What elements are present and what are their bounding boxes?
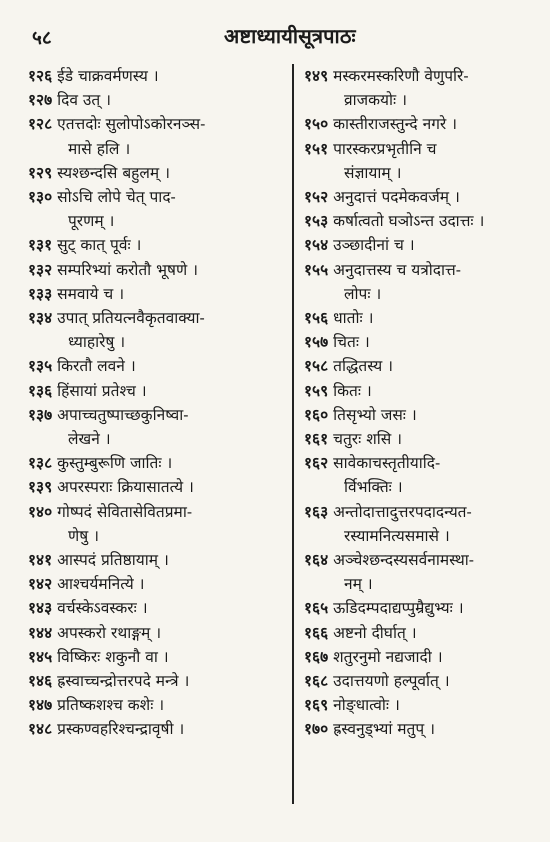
sutra-number: १६७ — [304, 646, 329, 666]
sutra-text: एतत्तदोः सुलोपोऽकोरनञ्स- — [57, 115, 206, 134]
sutra-number: १३९ — [28, 477, 53, 497]
sutra-text: उदात्तयणो हल्पूर्वात् । — [333, 672, 450, 691]
sutra-text: गोष्पदं सेवितासेवितप्रमा- — [57, 502, 193, 521]
sutra-number: १२९ — [28, 162, 53, 182]
sutra-entry — [28, 161, 288, 185]
sutra-number: १३७ — [28, 404, 53, 424]
sutra-text-continuation: नम् । — [344, 575, 373, 594]
sutra-number: १३३ — [28, 283, 53, 303]
sutra-text-continuation: णेषु । — [68, 526, 99, 545]
sutra-entry — [304, 209, 550, 233]
sutra-text: ऊडिदम्पदाद्यप्पुम्रैद्युभ्यः । — [333, 599, 464, 618]
sutra-number: १४७ — [28, 695, 53, 715]
sutra-entry — [304, 330, 550, 354]
sutra-entry — [304, 427, 550, 451]
sutra-text: समवाये च । — [57, 284, 125, 303]
sutra-text-continuation: लेखने । — [68, 430, 111, 449]
sutra-number: १३२ — [28, 259, 53, 279]
sutra-entry — [28, 185, 288, 233]
sutra-entry — [28, 379, 288, 403]
sutra-number: १३४ — [28, 308, 53, 328]
sutra-entry — [28, 88, 288, 112]
sutra-text-continuation: संज्ञायाम् । — [344, 163, 402, 182]
sutra-text: आस्पदं प्रतिष्ठायाम् । — [57, 551, 169, 570]
sutra-entry — [304, 137, 550, 185]
sutra-text: चितः । — [333, 333, 370, 352]
sutra-number: १४१ — [28, 550, 53, 570]
sutra-number: १६८ — [304, 671, 329, 691]
sutra-entry — [304, 645, 550, 669]
sutra-entry — [304, 379, 550, 403]
page-number: ५८ — [32, 27, 52, 49]
sutra-text: सुट् कात् पूर्वः । — [57, 236, 142, 255]
sutra-text: वर्चस्केऽवस्करः । — [57, 599, 148, 618]
sutra-entry — [304, 233, 550, 257]
sutra-number: १४४ — [28, 622, 53, 642]
sutra-number: १५३ — [304, 211, 329, 231]
sutra-text: अपाच्चतुष्पाच्छकुनिष्वा- — [57, 405, 189, 424]
sutra-text: सावेकाचस्तृतीयादि- — [333, 454, 441, 473]
sutra-number: १६५ — [304, 598, 329, 618]
sutra-entry — [28, 596, 288, 620]
sutra-entry — [28, 306, 288, 354]
sutra-text: किरतौ लवने । — [57, 357, 136, 376]
sutra-text: अनुदात्तं पदमेकवर्जम् । — [333, 188, 460, 207]
sutra-text: अपस्करो रथाङ्गम् । — [57, 623, 162, 642]
sutra-text-continuation: रस्यामनित्यसमासे । — [344, 526, 450, 545]
page-header — [28, 18, 540, 52]
sutra-number: १५४ — [304, 235, 329, 255]
sutra-text: अनुदात्तस्य च यत्रोदात्त- — [333, 260, 461, 279]
sutra-entry — [28, 64, 288, 88]
sutra-text-continuation: ध्याहारेषु । — [68, 333, 126, 352]
sutra-entry — [28, 282, 288, 306]
sutra-entry — [28, 717, 288, 741]
sutra-text: सम्परिभ्यां करोतौ भूषणे । — [57, 260, 198, 279]
sutra-number: १६० — [304, 404, 329, 424]
sutra-entry — [304, 717, 550, 741]
sutra-number: १४८ — [28, 719, 53, 739]
sutra-text: विष्किरः शकुनौ वा । — [57, 647, 169, 666]
sutra-text: अष्टनो दीर्घात् । — [333, 623, 417, 642]
sutra-entry — [28, 475, 288, 499]
sutra-text: कर्षात्वतो घञोऽन्त उदात्तः । — [333, 212, 485, 231]
sutra-entry — [304, 451, 550, 499]
sutra-text: अन्तोदात्तादुत्तरपदादन्यत- — [333, 502, 472, 521]
sutra-entry — [28, 669, 288, 693]
sutra-text: ह्रस्वनुड्भ्यां मतुप् । — [333, 720, 435, 739]
sutra-text-continuation: लोपः । — [344, 284, 382, 303]
sutra-text-continuation: व्राजकयोः । — [344, 91, 407, 110]
sutra-text: उपात् प्रतियत्नवैकृतवाक्या- — [57, 309, 205, 328]
sutra-entry — [28, 572, 288, 596]
sutra-entry — [28, 258, 288, 282]
sutra-number: १३० — [28, 187, 53, 207]
sutra-number: १७० — [304, 719, 329, 739]
sutra-number: १६६ — [304, 622, 329, 642]
sutra-number: १४९ — [304, 66, 329, 85]
sutra-text: दिव उत् । — [57, 91, 112, 110]
sutra-text: अपरस्पराः क्रियासातत्ये । — [57, 478, 194, 497]
sutra-entry — [304, 258, 550, 306]
sutra-text: मस्करमस्करिणौ वेणुपरि- — [333, 67, 469, 85]
sutra-number: १६१ — [304, 429, 329, 449]
sutra-entry — [304, 354, 550, 378]
sutra-text: कास्तीराजस्तुन्दे नगरे । — [333, 115, 458, 134]
sutra-text: ईडे चाक्रवर्मणस्य । — [57, 67, 159, 85]
sutra-text: प्रस्कण्वहरिश्चन्द्रावृषी । — [57, 720, 185, 739]
sutra-entry — [304, 64, 550, 112]
sutra-number: १५९ — [304, 380, 329, 400]
sutra-entry — [304, 669, 550, 693]
left-column — [28, 64, 288, 742]
sutra-number: १२७ — [28, 90, 53, 110]
sutra-entry — [28, 645, 288, 669]
sutra-entry — [304, 596, 550, 620]
sutra-text: अञ्चेश्छन्दस्यसर्वनामस्था- — [333, 551, 474, 570]
right-column — [304, 64, 550, 742]
sutra-number: १५२ — [304, 187, 329, 207]
sutra-entry — [304, 621, 550, 645]
sutra-text: प्रतिष्कशश्च कशेः । — [57, 696, 165, 715]
sutra-number: १३१ — [28, 235, 53, 255]
sutra-columns — [28, 64, 540, 824]
sutra-text: पारस्करप्रभृतीनि च — [333, 139, 437, 158]
sutra-number: १५० — [304, 114, 329, 134]
sutra-text: हिंसायां प्रतेश्च । — [57, 381, 147, 400]
sutra-text: तद्धितस्य । — [333, 357, 394, 376]
sutra-entry — [28, 548, 288, 572]
sutra-entry — [28, 693, 288, 717]
sutra-text: कितः । — [333, 381, 372, 400]
sutra-number: १३५ — [28, 356, 53, 376]
sutra-number: १२६ — [28, 66, 53, 85]
sutra-number: १३८ — [28, 453, 53, 473]
sutra-entry — [304, 112, 550, 136]
sutra-entry — [28, 112, 288, 160]
sutra-number: १५७ — [304, 332, 329, 352]
sutra-text: शतुरनुमो नद्यजादी । — [333, 647, 443, 666]
sutra-entry — [28, 451, 288, 475]
sutra-number: १२८ — [28, 114, 53, 134]
sutra-text: ह्रस्वाच्चन्द्रोत्तरपदे मन्त्रे । — [57, 672, 190, 691]
column-divider — [292, 64, 294, 804]
sutra-entry — [304, 548, 550, 596]
sutra-number: १४५ — [28, 646, 53, 666]
sutra-entry — [28, 354, 288, 378]
sutra-text: चतुरः शसि । — [333, 430, 403, 449]
sutra-entry — [304, 185, 550, 209]
sutra-text: सोऽचि लोपे चेत् पाद- — [57, 188, 176, 207]
sutra-number: १५१ — [304, 138, 329, 158]
sutra-entry — [28, 500, 288, 548]
sutra-text: स्यश्छन्दसि बहुलम् । — [57, 163, 170, 182]
sutra-entry — [304, 500, 550, 548]
sutra-number: १५८ — [304, 356, 329, 376]
sutra-number: १४३ — [28, 598, 53, 618]
sutra-entry — [28, 233, 288, 257]
sutra-text-continuation: मासे हलि । — [68, 139, 131, 158]
sutra-number: १६४ — [304, 550, 329, 570]
sutra-text-continuation: पूरणम् । — [68, 212, 115, 231]
sutra-number: १४६ — [28, 671, 53, 691]
sutra-number: १३६ — [28, 380, 53, 400]
sutra-number: १४२ — [28, 574, 53, 594]
sutra-entry — [304, 403, 550, 427]
sutra-number: १४० — [28, 501, 53, 521]
sutra-text: आश्चर्यमनित्ये । — [57, 575, 145, 594]
sutra-number: १६२ — [304, 453, 329, 473]
running-title: अष्टाध्यायीसूत्रपाठः — [224, 24, 356, 48]
sutra-text: धातोः । — [333, 309, 374, 328]
sutra-entry — [28, 621, 288, 645]
sutra-entry — [304, 693, 550, 717]
sutra-number: १६९ — [304, 695, 329, 715]
sutra-number: १५६ — [304, 308, 329, 328]
sutra-number: १६३ — [304, 501, 329, 521]
sutra-text: नोङ्धात्वोः । — [333, 696, 400, 715]
sutra-text-continuation: र्विभक्तिः । — [344, 478, 403, 497]
sutra-entry — [304, 306, 550, 330]
sutra-text: कुस्तुम्बुरूणि जातिः । — [57, 454, 173, 473]
sutra-text: उञ्छादीनां च । — [333, 236, 415, 255]
sutra-number: १५५ — [304, 259, 329, 279]
sutra-entry — [28, 403, 288, 451]
sutra-text: तिसृभ्यो जसः । — [333, 405, 417, 424]
